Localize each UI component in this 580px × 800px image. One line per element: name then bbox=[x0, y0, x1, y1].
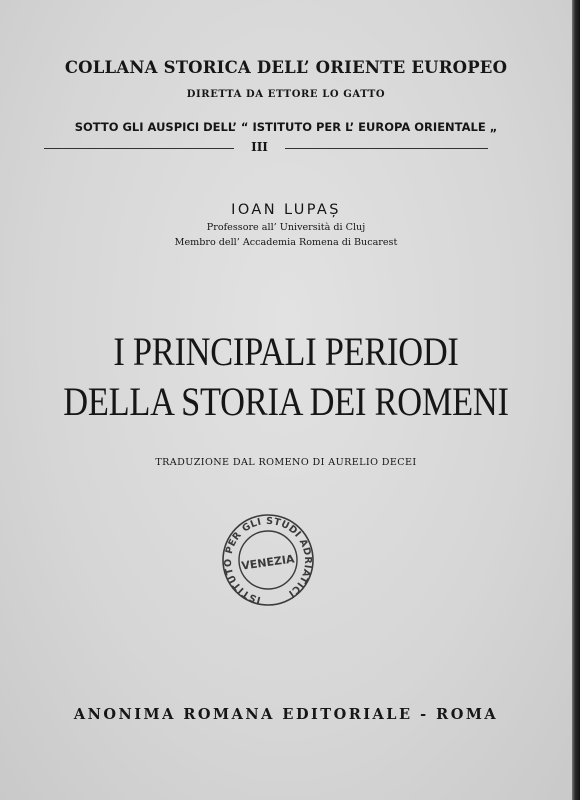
author-affiliation-university: Professore all’ Università di Cluj bbox=[206, 222, 366, 233]
divider-right bbox=[285, 148, 488, 149]
series-title: COLLANA STORICA DELL’ ORIENTE EUROPEO bbox=[64, 58, 508, 77]
stamp-center-text: VENEZIA bbox=[240, 552, 296, 573]
library-stamp bbox=[215, 508, 321, 608]
author-name: IOAN LUPAȘ bbox=[231, 202, 341, 218]
publisher-imprint: ANONIMA ROMANA EDITORIALE - ROMA bbox=[73, 706, 499, 723]
translation-note: TRADUZIONE DAL ROMENO DI AURELIO DECEI bbox=[155, 457, 417, 468]
volume-number: III bbox=[251, 140, 268, 154]
page-edge-shadow bbox=[572, 0, 580, 800]
series-auspices: SOTTO GLI AUSPICI DELL’ “ ISTITUTO PER L’ EUROPA ORIENTALE „ bbox=[74, 120, 498, 134]
series-editor: DIRETTA DA ETTORE LO GATTO bbox=[186, 89, 386, 100]
stamp-ring-textpath: ISTITUTO PER GLI STUDI ADRIATICI bbox=[222, 515, 314, 606]
author-affiliation-academy: Membro dell’ Accademia Romena di Bucarest bbox=[174, 237, 398, 248]
divider-left bbox=[44, 148, 234, 149]
book-title-line-2: DELLA STORIA DEI ROMENI bbox=[63, 379, 509, 424]
book-title-line-1: I PRINCIPALI PERIODI bbox=[113, 329, 459, 374]
